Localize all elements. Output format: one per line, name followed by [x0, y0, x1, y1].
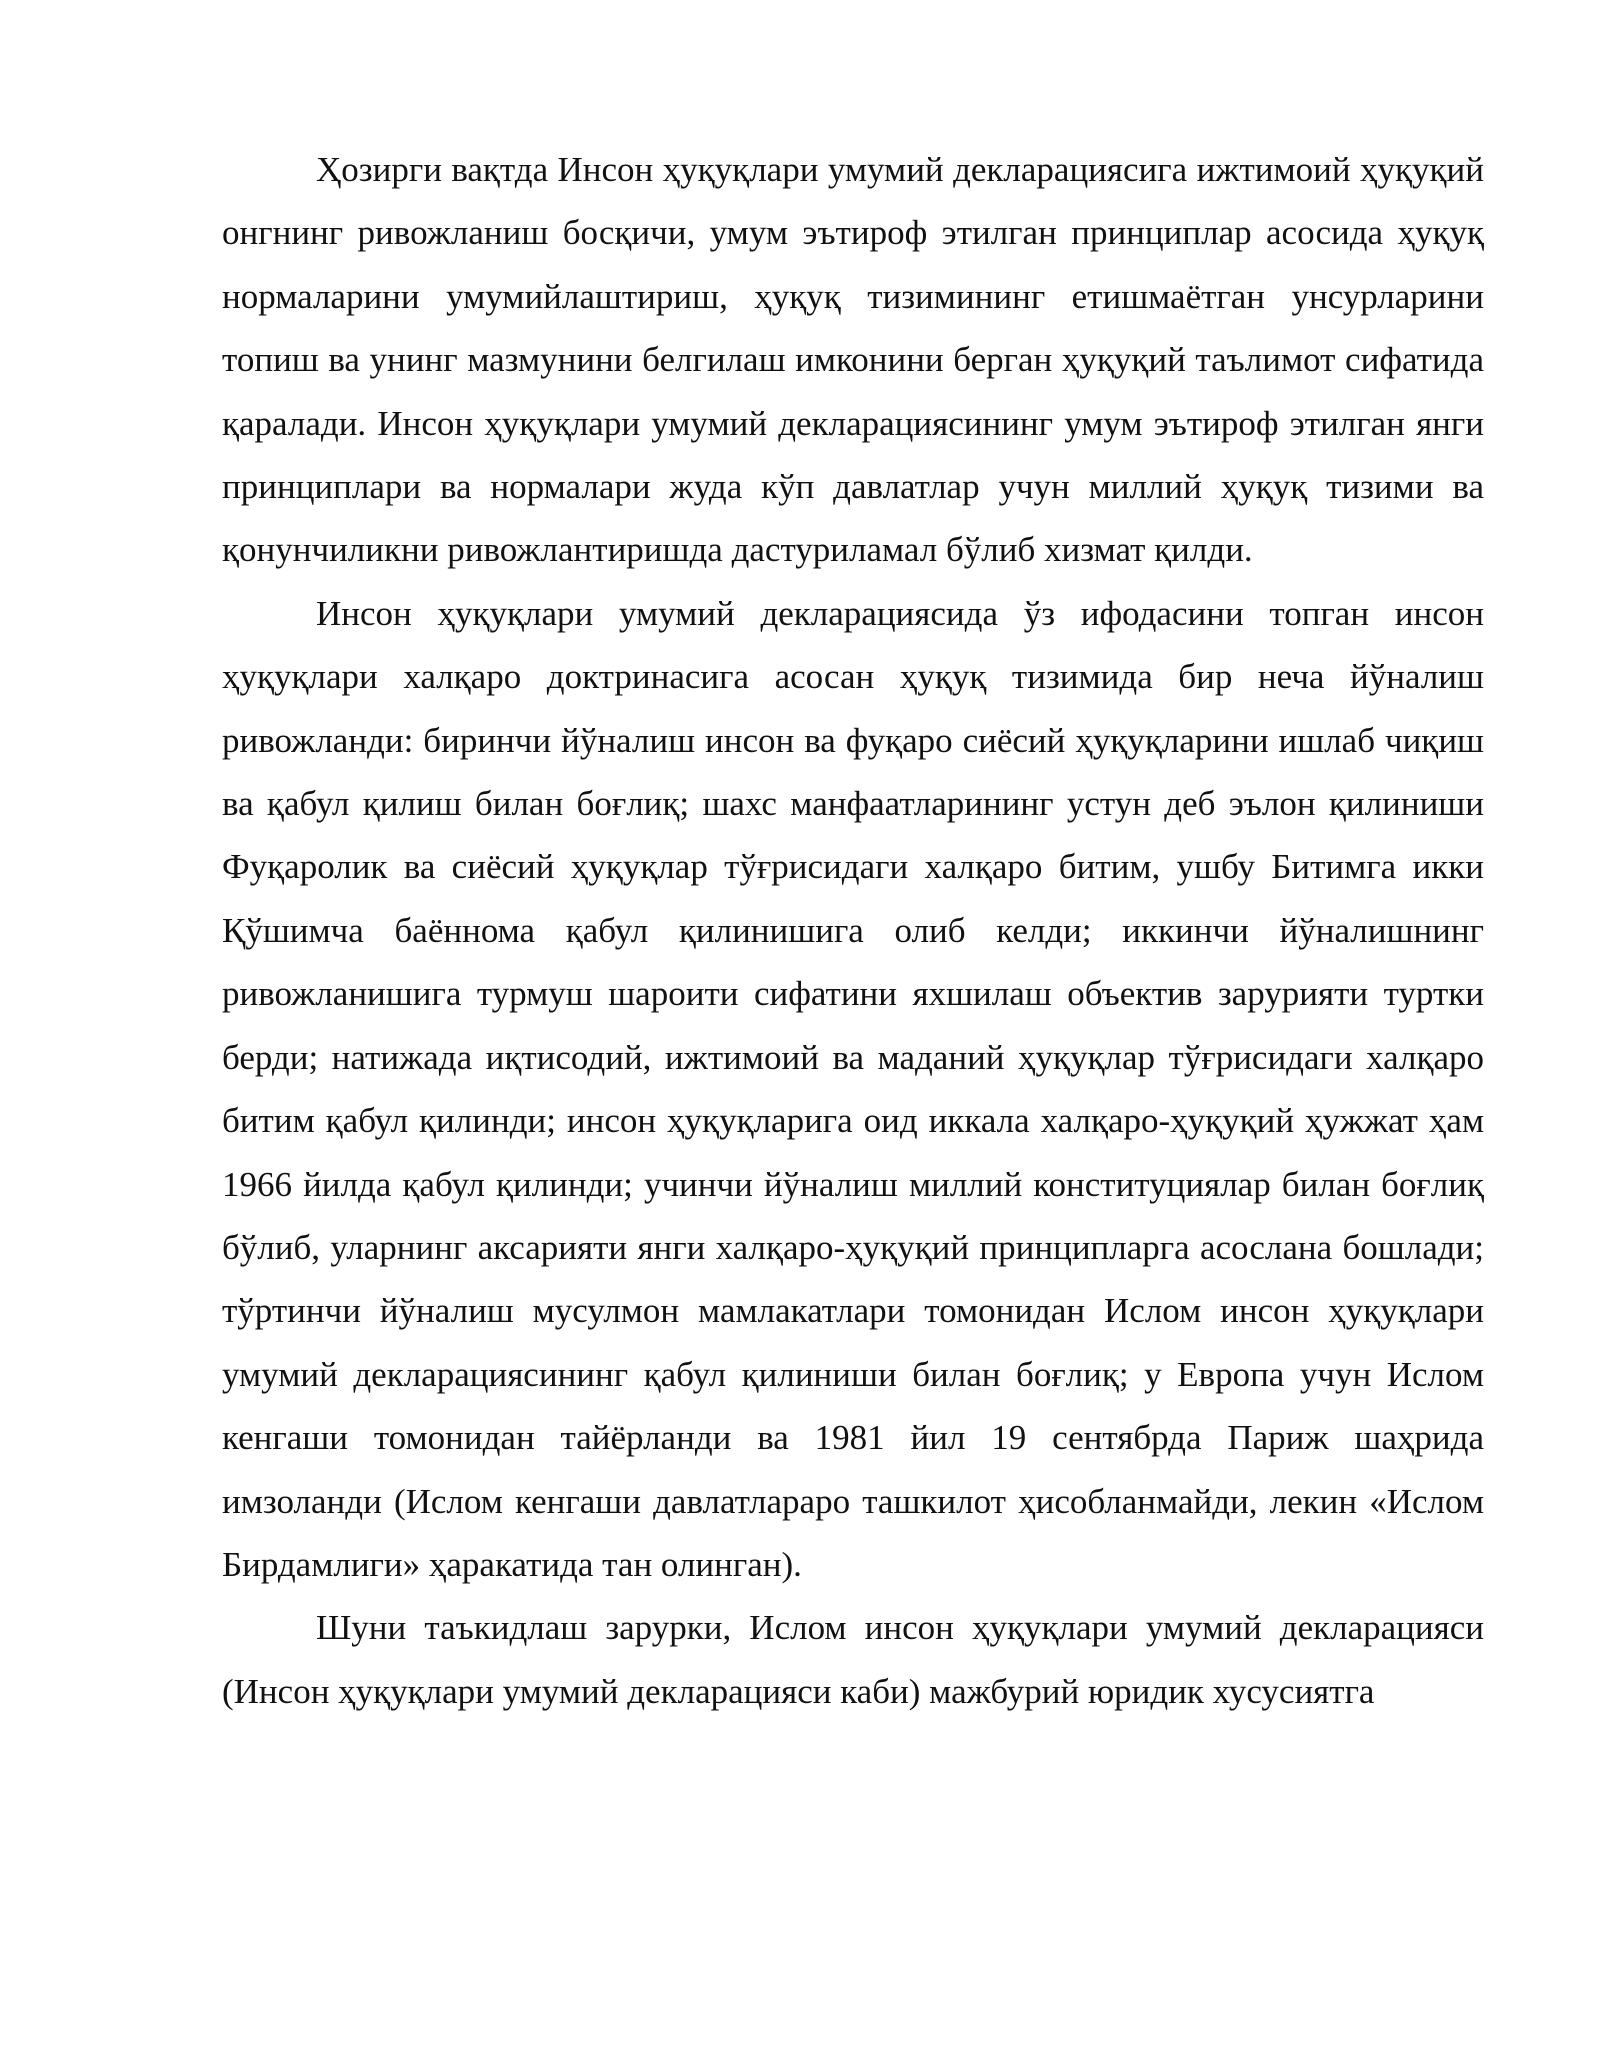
paragraph-2: Инсон ҳуқуқлари умумий декларациясида ўз ифодасини топган инсон ҳуқуқлари халқаро доктринасига асосан ҳуқуқ тизимида бир неча йўналиш ривожланди: биринчи йўналиш инсон ва фуқаро сиёсий ҳуқуқларини ишлаб чиқиш ва қабул қилиш билан боғлиқ; шахс манфаатларининг устун деб эълон қилиниши Фуқаролик ва сиёсий ҳуқуқлар тўғрисидаги халқаро битим, ушбу Битимга икки Қўшимча баённома қабул қилинишига олиб келди; иккинчи йўналишнинг ривожланишига турмуш шароити сифатини яхшилаш объектив зарурияти туртки берди; натижада иқтисодий, ижтимоий ва маданий ҳуқуқлар тўғрисидаги халқаро битим қабул қилинди; инсон ҳуқуқларига оид иккала халқаро-ҳуқуқий ҳужжат ҳам 1966 йилда қабул қилинди; учинчи йўналиш миллий конституциялар билан боғлиқ бўлиб, уларнинг аксарияти янги халқаро-ҳуқуқий принципларга асослана бошлади; тўртинчи йўналиш мусулмон мамлакатлари томонидан Ислом инсон ҳуқуқлари умумий декларациясининг қабул қилиниши билан боғлиқ; у Европа учун Ислом кенгаши томонидан тайёрланди ва 1981 йил 19 сентябрда Париж шаҳрида имзоланди (Ислом кенгаши давлатлараро ташкилот ҳисобланмайди, лекин «Ислом Бирдамлиги» ҳаракатида тан олинган). — [222, 593, 1484, 1584]
document-body — [222, 138, 1484, 1723]
paragraph-3: Шуни таъкидлаш зарурки, Ислом инсон ҳуқуқлари умумий декларацияси (Инсон ҳуқуқлари умумий декларацияси каби) мажбурий юридик хусусиятга — [222, 1608, 1484, 1711]
paragraph-1: Ҳозирги вақтда Инсон ҳуқуқлари умумий декларациясига ижтимоий ҳуқуқий онгнинг ривожланиш босқичи, умум эътироф этилган принциплар асосида ҳуқуқ нормаларини умумийлаштириш, ҳуқуқ тизимининг етишмаётган унсурларини топиш ва унинг мазмунини белгилаш имконини берган ҳуқуқий таълимот сифатида қаралади. Инсон ҳуқуқлари умумий декларациясининг умум эътироф этилган янги принциплари ва нормалари жуда кўп давлатлар учун миллий ҳуқуқ тизими ва қонунчиликни ривожлантиришда дастуриламал бўлиб хизмат қилди. — [222, 150, 1484, 570]
